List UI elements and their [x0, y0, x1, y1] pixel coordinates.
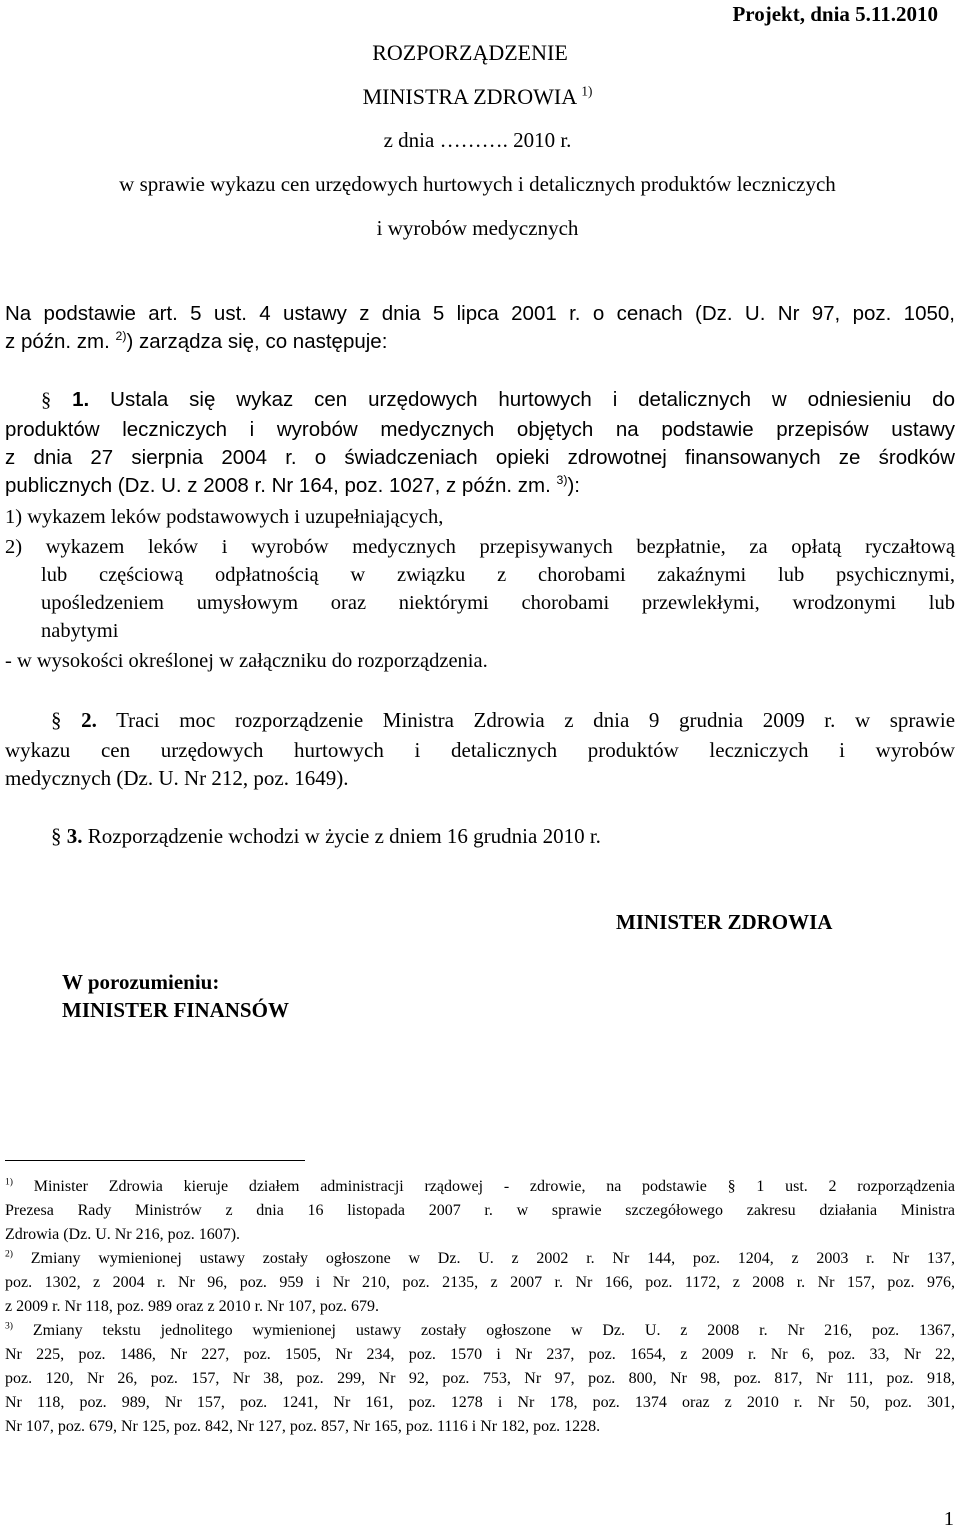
- footnote-2-marker: 2): [5, 1248, 13, 1260]
- footnote-3-line-2: Nr 225, poz. 1486, Nr 227, poz. 1505, Nr 234, poz. 1570 i Nr 237, poz. 1654, z 2009 r. Nr 6, poz. 33, Nr 22,: [5, 1346, 955, 1363]
- section-marker: §: [51, 708, 62, 732]
- section-1-item-2-line-1: 2) wykazem leków i wyrobów medycznych przepisywanych bezpłatnie, za opłatą ryczałtową: [5, 536, 955, 558]
- footnote-ref-2[interactable]: 2): [115, 329, 127, 344]
- footnote-3-marker: 3): [5, 1320, 13, 1332]
- title-date: z dnia ………. 2010 r.: [383, 128, 572, 152]
- page-number: 1: [943, 1508, 954, 1530]
- section-2-line-2: wykazu cen urzędowych hurtowych i detalicznych produktów leczniczych i wyrobów: [5, 738, 955, 762]
- footnote-ref-1[interactable]: 1): [581, 83, 593, 99]
- section-3: [51, 824, 601, 849]
- footnote-separator: [5, 1160, 305, 1161]
- subject-line-2: i wyrobów medycznych: [376, 216, 579, 240]
- preamble-line-1: Na podstawie art. 5 ust. 4 ustawy z dnia 5 lipca 2001 r. o cenach (Dz. U. Nr 97, poz. 1050,: [5, 302, 955, 325]
- footnote-1-line-3: Zdrowia (Dz. U. Nr 216, poz. 1607).: [5, 1226, 241, 1243]
- title-minister: MINISTRA ZDROWIA: [362, 84, 576, 109]
- section-1-line-2: produktów leczniczych i wyrobów medycznych objętych na podstawie przepisów ustawy: [5, 418, 955, 441]
- section-1-item-2-line-3: upośledzeniem umysłowym oraz niektórymi chorobami przewlekłymi, wrodzonymi lub: [41, 592, 955, 614]
- footnote-1-line-2: Prezesa Rady Ministrów z dnia 16 listopada 2007 r. w sprawie szczegółowego zakresu działania Ministra: [5, 1202, 955, 1219]
- signature-finance-minister: MINISTER FINANSÓW: [62, 998, 289, 1022]
- section-1-line-3: z dnia 27 sierpnia 2004 r. o świadczeniach opieki zdrowotnej finansowanych ze środków: [5, 446, 955, 469]
- footnote-1-marker: 1): [5, 1176, 13, 1188]
- section-1-item-2-line-2: lub częściową odpłatnością w związku z chorobami zakaźnymi lub psychicznymi,: [41, 564, 955, 586]
- signature-minister: MINISTER ZDROWIA: [616, 910, 833, 934]
- document-title: [0, 40, 960, 66]
- section-1-line-4: publicznych (Dz. U. z 2008 r. Nr 164, poz. 1027, z późn. zm. $^{3)}$):: [5, 473, 580, 497]
- footnote-ref-3[interactable]: 3): [556, 473, 568, 488]
- title-line-2: [0, 84, 960, 110]
- section-3-text: Rozporządzenie wchodzi w życie z dniem 16 grudnia 2010 r.: [87, 824, 601, 848]
- footnote-2-line-1: $^{2)}$ Zmiany wymienionej ustawy zostały ogłoszone w Dz. U. z 2002 r. Nr 144, poz. 1204, z 2003 r. Nr 137,: [5, 1248, 956, 1267]
- footnote-3-line-5: Nr 107, poz. 679, Nr 125, poz. 842, Nr 127, poz. 857, Nr 165, poz. 1116 i Nr 182, poz. 1228.: [5, 1418, 601, 1435]
- footnote-2-line-2: poz. 1302, z 2004 r. Nr 96, poz. 959 i Nr 210, poz. 2135, z 2007 r. Nr 166, poz. 1172, z 2008 r. Nr 157, poz. 976,: [5, 1274, 955, 1291]
- draft-note: Projekt, dnia 5.11.2010: [732, 2, 938, 26]
- footnote-3-line-3: poz. 120, Nr 26, poz. 157, Nr 38, poz. 299, Nr 92, poz. 753, Nr 97, poz. 800, Nr 98, poz. 817, Nr 111, poz. 918,: [5, 1370, 955, 1387]
- footnote-1-line-1: $^{1)}$ Minister Zdrowia kieruje działem administracji rządowej - zdrowie, na podstawie § 1 ust. 2 rozporządzenia: [5, 1176, 956, 1195]
- section-number: 3.: [66, 824, 83, 848]
- section-1-line-1: § 1. Ustala się wykaz cen urzędowych hurtowych i detalicznych w odniesieniu do: [41, 388, 955, 411]
- footnote-3-line-1: $^{3)}$ Zmiany tekstu jednolitego wymienionej ustawy zostały ogłoszone w Dz. U. z 2008 r. Nr 216, poz. 1367,: [5, 1320, 956, 1339]
- footnote-2-line-3: z 2009 r. Nr 118, poz. 989 oraz z 2010 r. Nr 107, poz. 679.: [5, 1298, 379, 1315]
- preamble-line-2: z późn. zm. $^{2)}$) zarządza się, co następuje:: [5, 329, 388, 353]
- footnote-3-line-4: Nr 118, poz. 989, Nr 157, poz. 1241, Nr 161, poz. 1278 i Nr 178, poz. 1374 oraz z 2010 r. Nr 50, poz. 301,: [5, 1394, 955, 1411]
- section-number: 1.: [72, 388, 90, 411]
- section-1-item-2-line-4: nabytymi: [41, 620, 119, 642]
- section-1-closing: - w wysokości określonej w załączniku do rozporządzenia.: [5, 650, 488, 672]
- section-1-item-1: 1) wykazem leków podstawowych i uzupełniających,: [5, 506, 444, 528]
- title-line-1: ROZPORZĄDZENIE: [372, 40, 568, 65]
- section-2-line-1: § 2. Traci moc rozporządzenie Ministra Zdrowia z dnia 9 grudnia 2009 r. w sprawie: [51, 708, 956, 732]
- agreement-label: W porozumieniu:: [62, 970, 220, 994]
- section-2-line-3: medycznych (Dz. U. Nr 212, poz. 1649).: [5, 766, 349, 790]
- subject-line-1: w sprawie wykazu cen urzędowych hurtowych i detalicznych produktów leczniczych: [119, 172, 836, 196]
- section-marker: §: [51, 824, 62, 848]
- section-marker: §: [41, 389, 52, 411]
- section-number: 2.: [81, 708, 97, 732]
